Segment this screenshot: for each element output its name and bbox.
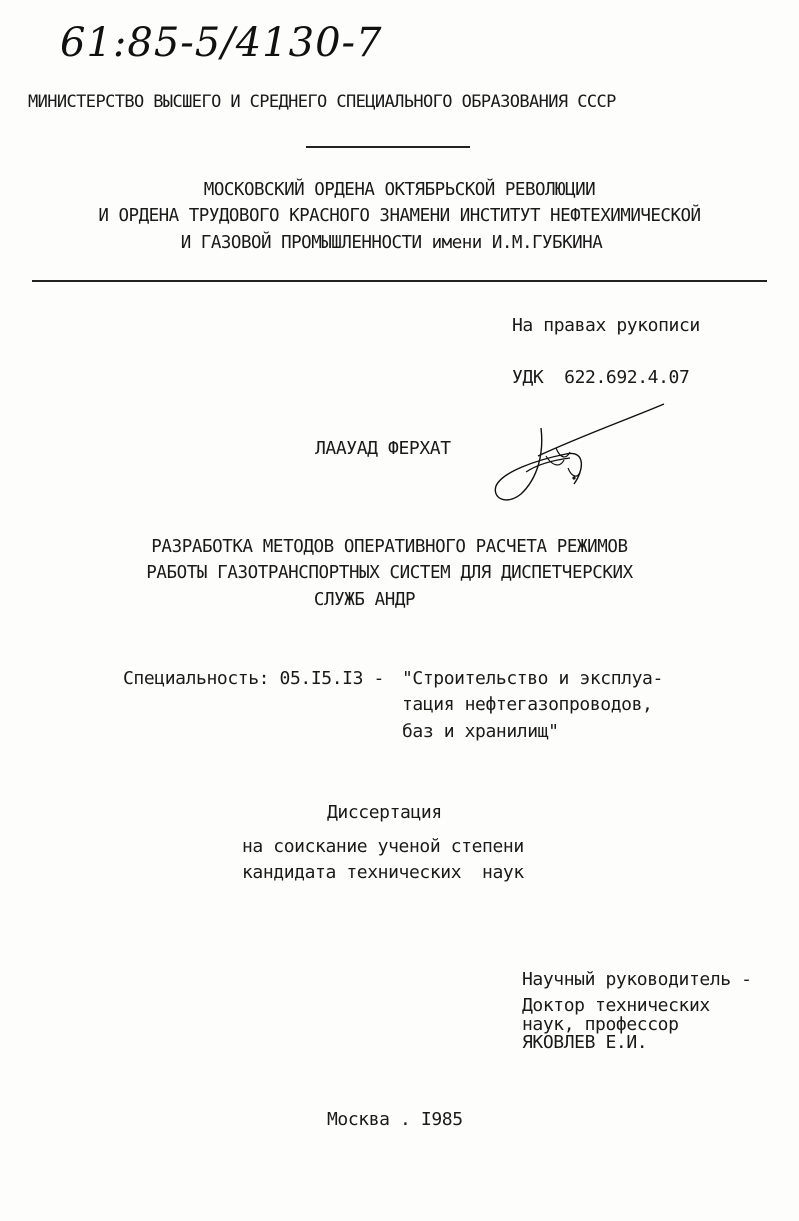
title-line-3: СЛУЖБ АНДР [313,590,416,610]
institute-line-1: МОСКОВСКИЙ ОРДЕНА ОКТЯБРЬСКОЙ РЕВОЛЮЦИИ [203,180,596,200]
full-divider [32,280,767,282]
institute-line-2: И ОРДЕНА ТРУДОВОГО КРАСНОГО ЗНАМЕНИ ИНСТИТУТ НЕФТЕХИМИЧЕСКОЙ [98,206,701,226]
specialty-line-1: "Строительство и эксплуа- [402,668,663,689]
title-line-1: РАЗРАБОТКА МЕТОДОВ ОПЕРАТИВНОГО РАСЧЕТА РЕЖИМОВ [151,537,628,557]
specialty-line-2: тация нефтегазопроводов, [402,694,653,715]
supervisor-label: Научный руководитель - [522,969,752,990]
author-signature [486,398,676,508]
dissertation-degree-line-1: на соискание ученой степени [242,836,524,857]
manuscript-note: На правах рукописи [512,315,700,336]
dissertation-degree-line-2: кандидата технических наук [242,862,524,883]
ministry-header: МИНИСТЕРСТВО ВЫСШЕГО И СРЕДНЕГО СПЕЦИАЛЬНОГО ОБРАЗОВАНИЯ СССР [28,92,616,112]
author-name: ЛААУАД ФЕРХАТ [315,438,451,459]
supervisor-degree: Доктор технических [522,995,710,1016]
short-divider [306,146,470,148]
dissertation-heading: Диссертация [327,802,442,823]
supervisor-title: наук, профессор [522,1014,679,1035]
archive-number: 61:85-5/4130-7 [60,20,383,66]
supervisor-name: ЯКОВЛЕВ Е.И. [522,1032,648,1053]
institute-line-3: И ГАЗОВОЙ ПРОМЫШЛЕННОСТИ имени И.М.ГУБКИНА [180,233,603,253]
title-line-2: РАБОТЫ ГАЗОТРАНСПОРТНЫХ СИСТЕМ ДЛЯ ДИСПЕТЧЕРСКИХ [146,563,633,583]
specialty-line-3: баз и хранилищ" [402,721,559,742]
place-and-year: Москва . I985 [327,1109,463,1130]
specialty-label: Специальность: 05.I5.I3 - [123,668,384,689]
udc-code: УДК 622.692.4.07 [512,367,690,388]
